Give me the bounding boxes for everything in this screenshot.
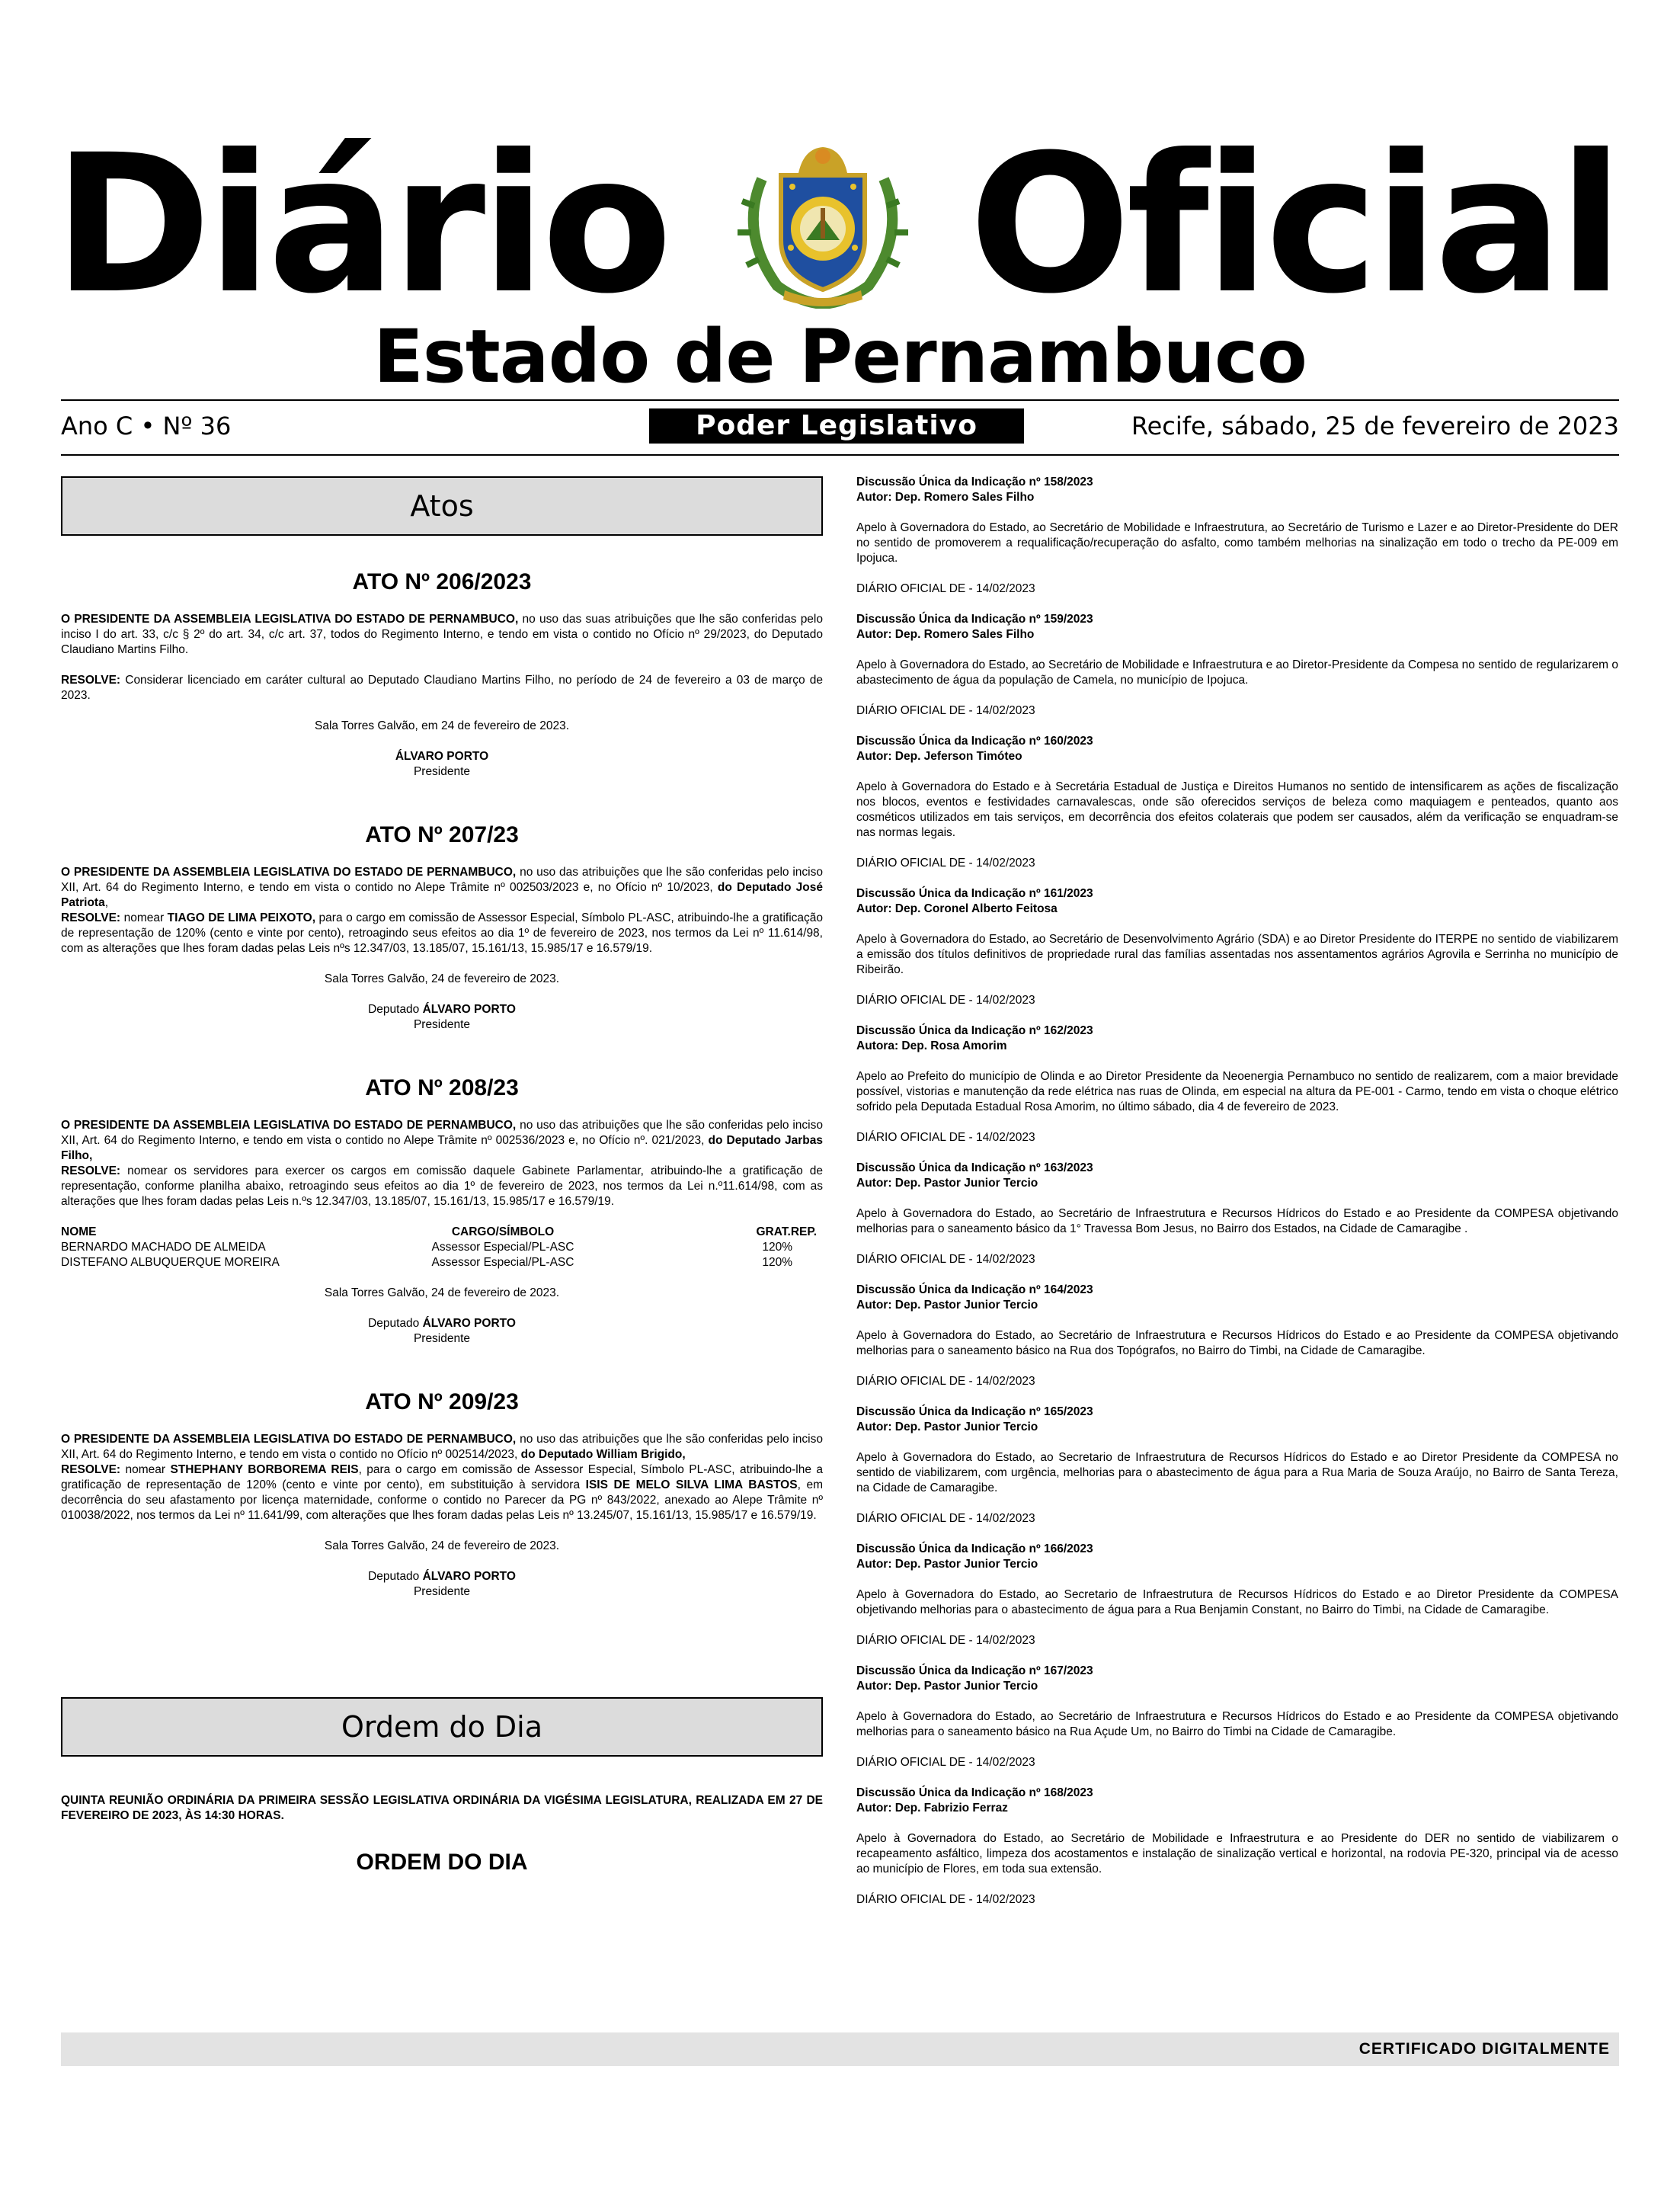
indicacao-title: Discussão Única da Indicação nº 166/2023 — [856, 1542, 1093, 1555]
ato-resolve — [61, 1462, 823, 1523]
ato-text: no uso das atribuições que lhe são conferidas pelo inciso XII, Art. 64 do Regimento Interno, e tendo em vista o contido no Ofício nº 002514/2023, — [61, 1433, 823, 1461]
ato-place-date: Sala Torres Galvão, 24 de fevereiro de 2023. — [324, 1286, 560, 1299]
rule-top — [61, 399, 1619, 401]
indicacao-author: Autor: Dep. Pastor Junior Tercio — [856, 1558, 1038, 1571]
left-column — [61, 476, 823, 1898]
ato-bold-text: O PRESIDENTE DA ASSEMBLEIA LEGISLATIVA DO ESTADO DE PERNAMBUCO, — [61, 866, 517, 879]
ato-signer — [61, 1569, 823, 1584]
indicacao-text: Apelo à Governadora do Estado, ao Secretario de Infraestrutura de Recursos Hídricos do Estado e ao Diretor Presidente da COMPESA no sentido de viabilizarem, com urgência, melhorias para o abastecimento de água para a Rua Maria de Souza Araújo, no Bairro de Santa Tereza, na Cidade de Camaragibe. — [856, 1451, 1618, 1494]
resolve-label: RESOLVE: — [61, 911, 121, 924]
indicacao-entry — [856, 1786, 1618, 1908]
resolve-label: RESOLVE: — [61, 674, 121, 687]
indicacao-author: Autor: Dep. Romero Sales Filho — [856, 491, 1035, 504]
table-cell: DISTEFANO ALBUQUERQUE MOREIRA — [61, 1256, 280, 1269]
section-label: Poder Legislativo — [649, 408, 1024, 444]
ato-text: no uso das atribuições que lhe são conferidas pelo inciso XII, Art. 64 do Regimento Interno, e tendo em vista o contido no Alepe Trâmite nº 002536/2023 e, no Ofício nº. 021/2023, — [61, 1119, 823, 1147]
ato-title: ATO Nº 206/2023 — [352, 569, 532, 594]
indicacao-diario-date: DIÁRIO OFICIAL DE - 14/02/2023 — [856, 1756, 1035, 1769]
ato-bold-text: O PRESIDENTE DA ASSEMBLEIA LEGISLATIVA DO ESTADO DE PERNAMBUCO, — [61, 1119, 517, 1132]
ato-title: ATO Nº 207/23 — [365, 822, 519, 847]
indicacao-title: Discussão Única da Indicação nº 158/2023 — [856, 476, 1093, 488]
edition-number: Ano C • Nº 36 — [61, 412, 232, 440]
masthead — [53, 114, 1619, 335]
rule-bottom — [61, 454, 1619, 456]
indicacao-diario-date: DIÁRIO OFICIAL DE - 14/02/2023 — [856, 582, 1035, 595]
indicacao-diario-date: DIÁRIO OFICIAL DE - 14/02/2023 — [856, 1131, 1035, 1144]
info-bar — [61, 404, 1619, 450]
ato-text: , em decorrência do seu afastamento por licença maternidade, conforme o contido no Parecer da PG nº 843/2022, anexado ao Alepe Trâmite nº 010038/2022, nos termos da Lei nº 11.641/99, com alterações que lhes foram dadas pelas Leis nº 13.245/07, 15.161/13, 15.985/17 e 16.579/19. — [61, 1478, 823, 1522]
ato-paragraph — [61, 1432, 823, 1462]
indicacao-entry — [856, 1283, 1618, 1389]
signer-name: ÁLVARO PORTO — [422, 1317, 516, 1330]
table-row — [61, 1240, 823, 1255]
indicacao-text: Apelo à Governadora do Estado, ao Secretário de Infraestrutura e Recursos Hídricos do Estado e ao Presidente da COMPESA objetivando melhorias para o saneamento básico na Rua dos Topógrafos, no Bairro do Timbi, na Cidade de Camaragibe. — [856, 1329, 1618, 1357]
indicacao-text: Apelo ao Prefeito do município de Olinda e ao Diretor Presidente da Neoenergia Pernambuco no sentido de realizarem, com a maior brevidade possível, vistorias e manutenção da rede elétrica nas ruas de Olinda, em especial na altura da PE-001 - Carmo, tendo em vista o choque elétrico sofrido pela Deputada Estadual Rosa Amorim, no último sábado, dia 4 de fevereiro de 2023. — [856, 1070, 1618, 1113]
appointees-table — [61, 1225, 823, 1270]
masthead-word-left: Diário — [53, 114, 668, 335]
appointee-name: STHEPHANY BORBOREMA REIS — [170, 1463, 359, 1476]
indicacao-title: Discussão Única da Indicação nº 162/2023 — [856, 1024, 1093, 1037]
ato-text: para o cargo em comissão de Assessor Especial, Símbolo PL-ASC, atribuindo-lhe a gratificação de representação de 120% (cento e vinte por cento), retroagindo seus efeitos ao dia 1º de fevereiro de 2023, nos termos da Lei nº 11.614/98, com as alterações que lhes foram dadas pelas Leis nºs 12.347/03, 13.185/07, 15.161/13, 15.985/17 e 16.579/19. — [61, 911, 824, 955]
indicacao-entry — [856, 1405, 1618, 1526]
ato-resolve — [61, 1164, 823, 1209]
indicacao-diario-date: DIÁRIO OFICIAL DE - 14/02/2023 — [856, 1512, 1035, 1525]
table-cell: Assessor Especial/PL-ASC — [431, 1241, 574, 1254]
ato-209 — [61, 1389, 823, 1600]
indicacao-text: Apelo à Governadora do Estado, ao Secretário de Mobilidade e Infraestrutura e ao Presidente do DER no sentido de viabilizarem o recapeamento asfáltico, limpeza dos acostamentos e instalação de sinalização vertical e horizontal, na rodovia PE-320, principal via de acesso ao município de Flores, em toda sua extensão. — [856, 1832, 1618, 1875]
digital-certificate-label: CERTIFICADO DIGITALMENTE — [1358, 2040, 1610, 2058]
ato-place-date: Sala Torres Galvão, em 24 de fevereiro de 2023. — [314, 719, 570, 732]
table-header-row — [61, 1225, 823, 1240]
ato-207 — [61, 822, 823, 1033]
ordem-title: ORDEM DO DIA — [356, 1850, 528, 1875]
ato-signer-role: Presidente — [413, 765, 471, 778]
table-cell: 120% — [762, 1256, 792, 1269]
ato-place-date: Sala Torres Galvão, 24 de fevereiro de 2023. — [324, 1539, 560, 1552]
ato-text: Considerar licenciado em caráter cultural ao Deputado Claudiano Martins Filho, no período de 24 de fevereiro a 03 de março de 2023. — [61, 674, 823, 702]
ato-signer — [61, 1002, 823, 1017]
ato-bold-text: O PRESIDENTE DA ASSEMBLEIA LEGISLATIVA DO ESTADO DE PERNAMBUCO, — [61, 613, 519, 626]
indicacao-entry — [856, 475, 1618, 597]
indicacao-author: Autor: Dep. Pastor Junior Tercio — [856, 1421, 1038, 1433]
indicacao-title: Discussão Única da Indicação nº 167/2023 — [856, 1664, 1093, 1677]
indicacao-text: Apelo à Governadora do Estado, ao Secretário de Mobilidade e Infraestrutura, ao Secretário de Turismo e Lazer e ao Diretor-Presidente do DER no sentido de promoverem a requalificação/recuperação do asfalto, como também melhorias na sinalização em todo o trecho da PE-009 em Ipojuca. — [856, 521, 1618, 565]
ato-signer-role: Presidente — [413, 1585, 471, 1598]
resolve-label: RESOLVE: — [61, 1164, 121, 1177]
ato-signer: ÁLVARO PORTO — [395, 750, 489, 763]
indicacao-title: Discussão Única da Indicação nº 160/2023 — [856, 735, 1093, 748]
resolve-label: RESOLVE: — [61, 1463, 121, 1476]
indicacao-author: Autor: Dep. Coronel Alberto Feitosa — [856, 902, 1058, 915]
ato-deputy: do Deputado Jarbas Filho, — [61, 1134, 823, 1162]
indicacao-title: Discussão Única da Indicação nº 168/2023 — [856, 1786, 1093, 1799]
indicacao-title: Discussão Única da Indicação nº 163/2023 — [856, 1161, 1093, 1174]
table-header: CARGO/SÍMBOLO — [451, 1225, 555, 1238]
indicacao-entry — [856, 1664, 1618, 1770]
indicacao-text: Apelo à Governadora do Estado e à Secretária Estadual de Justiça e Direitos Humanos no sentido de intensificarem as ações de fiscalização nos blocos, eventos e festividades carnavalescas, onde são oferecidos serviços de beleza como maquiagem e penteados, quanto aos cosméticos utilizados em tais serviços, em decorrência dos efeitos colaterais que podem ser causados, além da verificação se enquadram-se nas normas legais. — [856, 780, 1618, 839]
ato-place-date: Sala Torres Galvão, 24 de fevereiro de 2023. — [324, 972, 560, 985]
pernambuco-coat-of-arms-icon — [731, 133, 914, 309]
ato-signer-role: Presidente — [413, 1332, 471, 1345]
ato-resolve — [61, 673, 823, 703]
ato-208 — [61, 1075, 823, 1347]
ato-text: nomear — [120, 1463, 171, 1476]
indicacao-author: Autor: Dep. Romero Sales Filho — [856, 628, 1035, 641]
indicacao-entry — [856, 612, 1618, 719]
indicacao-diario-date: DIÁRIO OFICIAL DE - 14/02/2023 — [856, 1893, 1035, 1906]
indicacoes-list — [856, 475, 1618, 1908]
ato-206 — [61, 569, 823, 780]
indicacao-entry — [856, 1161, 1618, 1267]
ato-text: no uso das atribuições que lhe são conferidas pelo inciso XII, Art. 64 do Regimento Interno, e tendo em vista o contido no Alepe Trâmite nº 002503/2023 e, no Ofício nº 10/2023, — [61, 866, 823, 894]
ato-deputy: do Deputado William Brigido, — [520, 1448, 686, 1461]
edition-date: Recife, sábado, 25 de fevereiro de 2023 — [1131, 412, 1619, 440]
signer-prefix: Deputado — [368, 1003, 423, 1016]
ato-deputy: do Deputado José Patriota — [61, 881, 823, 909]
session-description: QUINTA REUNIÃO ORDINÁRIA DA PRIMEIRA SESSÃO LEGISLATIVA ORDINÁRIA DA VIGÉSIMA LEGISLATURA, REALIZADA EM 27 DE FEVEREIRO DE 2023, ÀS 14:30 HORAS. — [61, 1794, 823, 1822]
indicacao-entry — [856, 1542, 1618, 1648]
indicacao-entry — [856, 1023, 1618, 1145]
indicacao-text: Apelo à Governadora do Estado, ao Secretario de Infraestrutura de Recursos Hídricos do Estado e ao Diretor Presidente da COMPESA objetivando melhorias para o abastecimento de água para a Rua Benjamin Constant, no Bairro do Timbi, na Cidade de Camaragibe. — [856, 1588, 1618, 1616]
indicacao-diario-date: DIÁRIO OFICIAL DE - 14/02/2023 — [856, 704, 1035, 717]
ato-signer-role: Presidente — [413, 1018, 471, 1031]
ato-paragraph — [61, 1118, 823, 1164]
ato-signer — [61, 1316, 823, 1331]
ato-paragraph — [61, 612, 823, 658]
indicacao-title: Discussão Única da Indicação nº 161/2023 — [856, 887, 1093, 900]
ato-bold-text: O PRESIDENTE DA ASSEMBLEIA LEGISLATIVA DO ESTADO DE PERNAMBUCO, — [61, 1433, 517, 1446]
ato-title: ATO Nº 208/23 — [365, 1075, 519, 1100]
ato-title: ATO Nº 209/23 — [365, 1389, 519, 1414]
table-cell: BERNARDO MACHADO DE ALMEIDA — [61, 1241, 266, 1254]
ato-text: , — [104, 896, 109, 909]
table-row — [61, 1255, 823, 1270]
indicacao-diario-date: DIÁRIO OFICIAL DE - 14/02/2023 — [856, 994, 1035, 1007]
footer-bar — [61, 2032, 1619, 2066]
table-header: GRAT.REP. — [756, 1225, 817, 1238]
ato-text: nomear — [120, 911, 168, 924]
right-column — [856, 475, 1618, 1908]
indicacao-diario-date: DIÁRIO OFICIAL DE - 14/02/2023 — [856, 1253, 1035, 1266]
masthead-subtitle: Estado de Pernambuco — [373, 314, 1307, 399]
indicacao-text: Apelo à Governadora do Estado, ao Secretário de Infraestrutura e Recursos Hídricos do Estado e ao Presidente da COMPESA objetivando melhorias para o saneamento básico na Rua Açude Um, no Bairro do Timbi na Cidade de Camaragibe. — [856, 1710, 1618, 1738]
indicacao-text: Apelo à Governadora do Estado, ao Secretário de Mobilidade e Infraestrutura e ao Diretor-Presidente da Compesa no sentido de regularizarem o abastecimento de água da população de Camela, no município de Ipojuca. — [856, 658, 1618, 687]
table-cell: 120% — [762, 1241, 792, 1254]
appointee-name: TIAGO DE LIMA PEIXOTO, — [167, 911, 316, 924]
ato-text: , para o cargo em comissão de Assessor Especial, Símbolo PL-ASC, atribuindo-lhe a gratificação de representação de 120% (cento e vinte por cento), em substituição à servidora — [61, 1463, 823, 1491]
indicacao-author: Autor: Dep. Pastor Junior Tercio — [856, 1177, 1038, 1190]
table-cell: Assessor Especial/PL-ASC — [431, 1256, 574, 1269]
ato-text: nomear os servidores para exercer os cargos em comissão daquele Gabinete Parlamentar, atribuindo-lhe a gratificação de representação, conforme planilha abaixo, retroagindo seus efeitos ao dia 1º de fevereiro de 2023, nos termos da Lei n.º11.614/98, com as alterações que lhes foram dadas pelas Leis n.ºs 12.347/03, 13.185/07, 15.161/13, 15.985/17 e 16.579/19. — [61, 1164, 823, 1208]
substituted-name: ISIS DE MELO SILVA LIMA BASTOS — [585, 1478, 798, 1491]
indicacao-author: Autor: Dep. Fabrizio Ferraz — [856, 1802, 1008, 1815]
indicacao-author: Autora: Dep. Rosa Amorim — [856, 1039, 1007, 1052]
ato-paragraph — [61, 865, 823, 911]
masthead-word-right: Oficial — [968, 114, 1619, 335]
signer-name: ÁLVARO PORTO — [422, 1570, 516, 1583]
indicacao-title: Discussão Única da Indicação nº 159/2023 — [856, 613, 1093, 626]
indicacao-diario-date: DIÁRIO OFICIAL DE - 14/02/2023 — [856, 1634, 1035, 1647]
signer-name: ÁLVARO PORTO — [422, 1003, 516, 1016]
indicacao-entry — [856, 734, 1618, 871]
section-header-atos: Atos — [61, 476, 823, 536]
ato-text: no uso das suas atribuições que lhe são conferidas pelo inciso I do art. 33, c/c § 2º do art. 34, c/c art. 37, todos do Regimento Interno, e tendo em vista o contido no Ofício nº 29/2023, do Deputado Claudiano Martins Filho. — [61, 613, 823, 656]
indicacao-entry — [856, 886, 1618, 1008]
indicacao-title: Discussão Única da Indicação nº 165/2023 — [856, 1405, 1093, 1418]
indicacao-diario-date: DIÁRIO OFICIAL DE - 14/02/2023 — [856, 1375, 1035, 1388]
table-header: NOME — [61, 1225, 97, 1238]
indicacao-text: Apelo à Governadora do Estado, ao Secretário de Infraestrutura e Recursos Hídricos do Estado e ao Presidente da COMPESA objetivando melhorias para o saneamento básico da 1° Travessa Bom Jesus, no Bairro dos Estados, na Cidade de Camaragibe . — [856, 1207, 1618, 1235]
section-header-ordem: Ordem do Dia — [61, 1697, 823, 1757]
indicacao-title: Discussão Única da Indicação nº 164/2023 — [856, 1283, 1093, 1296]
ato-resolve — [61, 911, 823, 956]
indicacao-author: Autor: Dep. Pastor Junior Tercio — [856, 1299, 1038, 1312]
indicacao-author: Autor: Dep. Jeferson Timóteo — [856, 750, 1022, 763]
indicacao-author: Autor: Dep. Pastor Junior Tercio — [856, 1680, 1038, 1693]
signer-prefix: Deputado — [368, 1570, 423, 1583]
indicacao-diario-date: DIÁRIO OFICIAL DE - 14/02/2023 — [856, 857, 1035, 870]
signer-prefix: Deputado — [368, 1317, 423, 1330]
indicacao-text: Apelo à Governadora do Estado, ao Secretário de Desenvolvimento Agrário (SDA) e ao Diretor Presidente do ITERPE no sentido de viabilizarem a emissão dos títulos definitivos de propriedade rural das famílias assentadas nos assentamentos agrários Agrovila e Serrinha no município de Ribeirão. — [856, 933, 1618, 976]
